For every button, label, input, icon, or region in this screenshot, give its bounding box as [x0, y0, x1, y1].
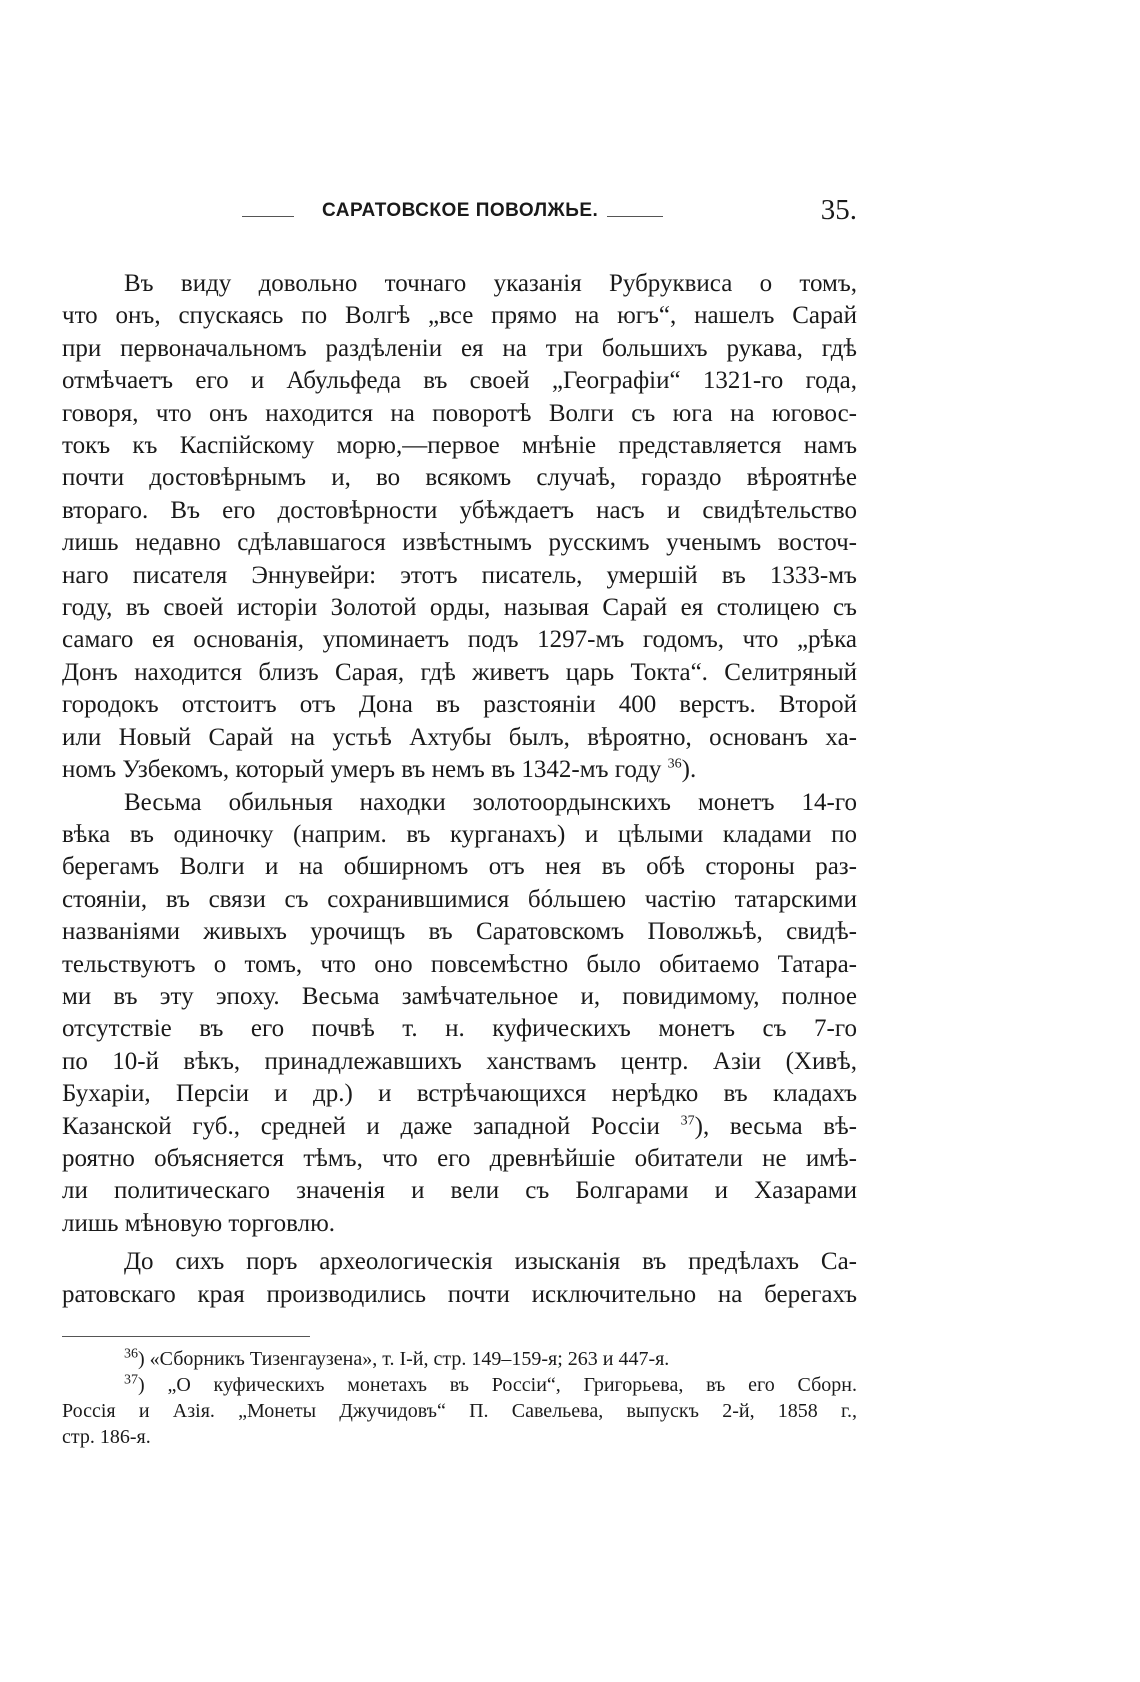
text-line: Бухаріи, Персіи и др.) и встрѣчающихся нерѣдко въ кладахъ — [62, 1080, 857, 1108]
text-line: втораго. Въ его достовѣрности убѣждаетъ насъ и свидѣтельство — [62, 496, 857, 524]
paragraph — [62, 1246, 857, 1311]
text-fragment: Казанской губ., средней и даже западной Россіи — [62, 1112, 660, 1140]
text-line: названіями живыхъ урочищъ въ Саратовскомъ Поволжьѣ, свидѣ- — [62, 918, 857, 946]
footnotes — [62, 1346, 857, 1450]
running-header — [62, 196, 857, 232]
page-number: 35. — [820, 194, 857, 226]
text-line: Въ виду довольно точнаго указанія Рубруквиса о томъ, — [124, 270, 857, 297]
paragraph — [62, 787, 857, 1241]
text-line: году, въ своей исторіи Золотой орды, называя Сарай ея столицею съ — [62, 594, 857, 622]
header-rule-right — [607, 216, 663, 217]
text-line — [62, 754, 857, 786]
footnote-text: ) «Сборникъ Тизенгаузена», т. І-й, стр. 149–159-я; 263 и 447-я. — [138, 1348, 670, 1370]
text-line: стояніи, въ связи съ сохранившимися бóльшею частію татарскими — [62, 885, 857, 913]
text-fragment: ), весьма вѣ- — [694, 1112, 857, 1140]
text-fragment: ). — [681, 756, 697, 784]
text-fragment: номъ Узбекомъ, который умеръ въ немъ въ 1342-мъ году — [62, 756, 662, 784]
text-line: ми въ эту эпоху. Весьма замѣчательное и, повидимому, полное — [62, 982, 857, 1010]
footnote-ref: 37 — [680, 1113, 695, 1129]
text-line: что онъ, спускаясь по Волгѣ „все прямо на югъ“, нашелъ Сарай — [62, 302, 857, 330]
text-line: ли политическаго значенія и вели съ Болгарами и Хазарами — [62, 1177, 857, 1205]
text-line: Весьма обильныя находки золотоордынскихъ монетъ 14-го — [124, 788, 857, 816]
footnote-text: ) „О куфическихъ монетахъ въ Россіи“, Григорьева, въ его Сборн. — [138, 1374, 857, 1396]
body-text — [62, 268, 857, 1311]
footnote-number: 37 — [124, 1372, 138, 1388]
footnote-ref: 36 — [667, 756, 682, 772]
text-line: роятно объясняется тѣмъ, что его древнѣйшіе обитатели не имѣ- — [62, 1144, 857, 1172]
text-line — [62, 1111, 857, 1143]
header-rule-left — [242, 216, 294, 217]
text-line: говоря, что онъ находится на поворотѣ Волги съ юга на юговос- — [62, 399, 857, 427]
text-line: токъ къ Каспійскому морю,—первое мнѣніе представляется намъ — [62, 432, 857, 460]
footnote-line: Россія и Азія. „Монеты Джучидовъ“ П. Савельева, выпускъ 2-й, 1858 г., — [62, 1400, 857, 1422]
running-title: САРАТОВСКОЕ ПОВОЛЖЬЕ. — [322, 200, 599, 221]
text-line: ратовскаго края производились почти исключительно на берегахъ — [62, 1280, 857, 1308]
text-line: или Новый Сарай на устьѣ Ахтубы былъ, вѣроятно, основанъ ха- — [62, 723, 857, 751]
text-line: при первоначальномъ раздѣленіи ея на три большихъ рукава, гдѣ — [62, 334, 857, 362]
paragraph — [62, 268, 857, 787]
text-line: лишь недавно сдѣлавшагося извѣстнымъ русскимъ ученымъ восточ- — [62, 529, 857, 557]
text-line: вѣка въ одиночку (наприм. въ курганахъ) и цѣлыми кладами по — [62, 820, 857, 848]
text-line: лишь мѣновую торговлю. — [62, 1209, 336, 1237]
text-line: самаго ея основанія, упоминаетъ подъ 1297-мъ годомъ, что „рѣка — [62, 626, 857, 654]
footnote-separator — [62, 1336, 310, 1337]
text-line: берегамъ Волги и на обширномъ отъ нея въ обѣ стороны раз- — [62, 853, 857, 881]
text-line: тельствуютъ о томъ, что оно повсемѣстно было обитаемо Татара- — [62, 950, 857, 978]
text-line: городокъ отстоитъ отъ Дона въ разстояніи 400 верстъ. Второй — [62, 691, 857, 719]
text-line: До сихъ поръ археологическія изысканія въ предѣлахъ Са- — [124, 1248, 857, 1276]
text-line: отсутствіе въ его почвѣ т. н. куфическихъ монетъ съ 7-го — [62, 1015, 857, 1043]
footnote-36 — [62, 1346, 857, 1372]
text-line: по 10-й вѣкъ, принадлежавшихъ ханствамъ центр. Азіи (Хивѣ, — [62, 1047, 857, 1075]
footnote-37 — [62, 1372, 857, 1398]
text-line: наго писателя Эннувейри: этотъ писатель, умершій въ 1333-мъ — [62, 561, 857, 589]
text-line: Донъ находится близъ Сарая, гдѣ живетъ царь Токта“. Селитряный — [62, 658, 857, 686]
text-line: почти достовѣрнымъ и, во всякомъ случаѣ, гораздо вѣроятнѣе — [62, 464, 857, 492]
footnote-number: 36 — [124, 1346, 138, 1362]
text-line: отмѣчаетъ его и Абульфеда въ своей „Географіи“ 1321-го года, — [62, 367, 857, 395]
footnote-line: стр. 186-я. — [62, 1426, 151, 1448]
